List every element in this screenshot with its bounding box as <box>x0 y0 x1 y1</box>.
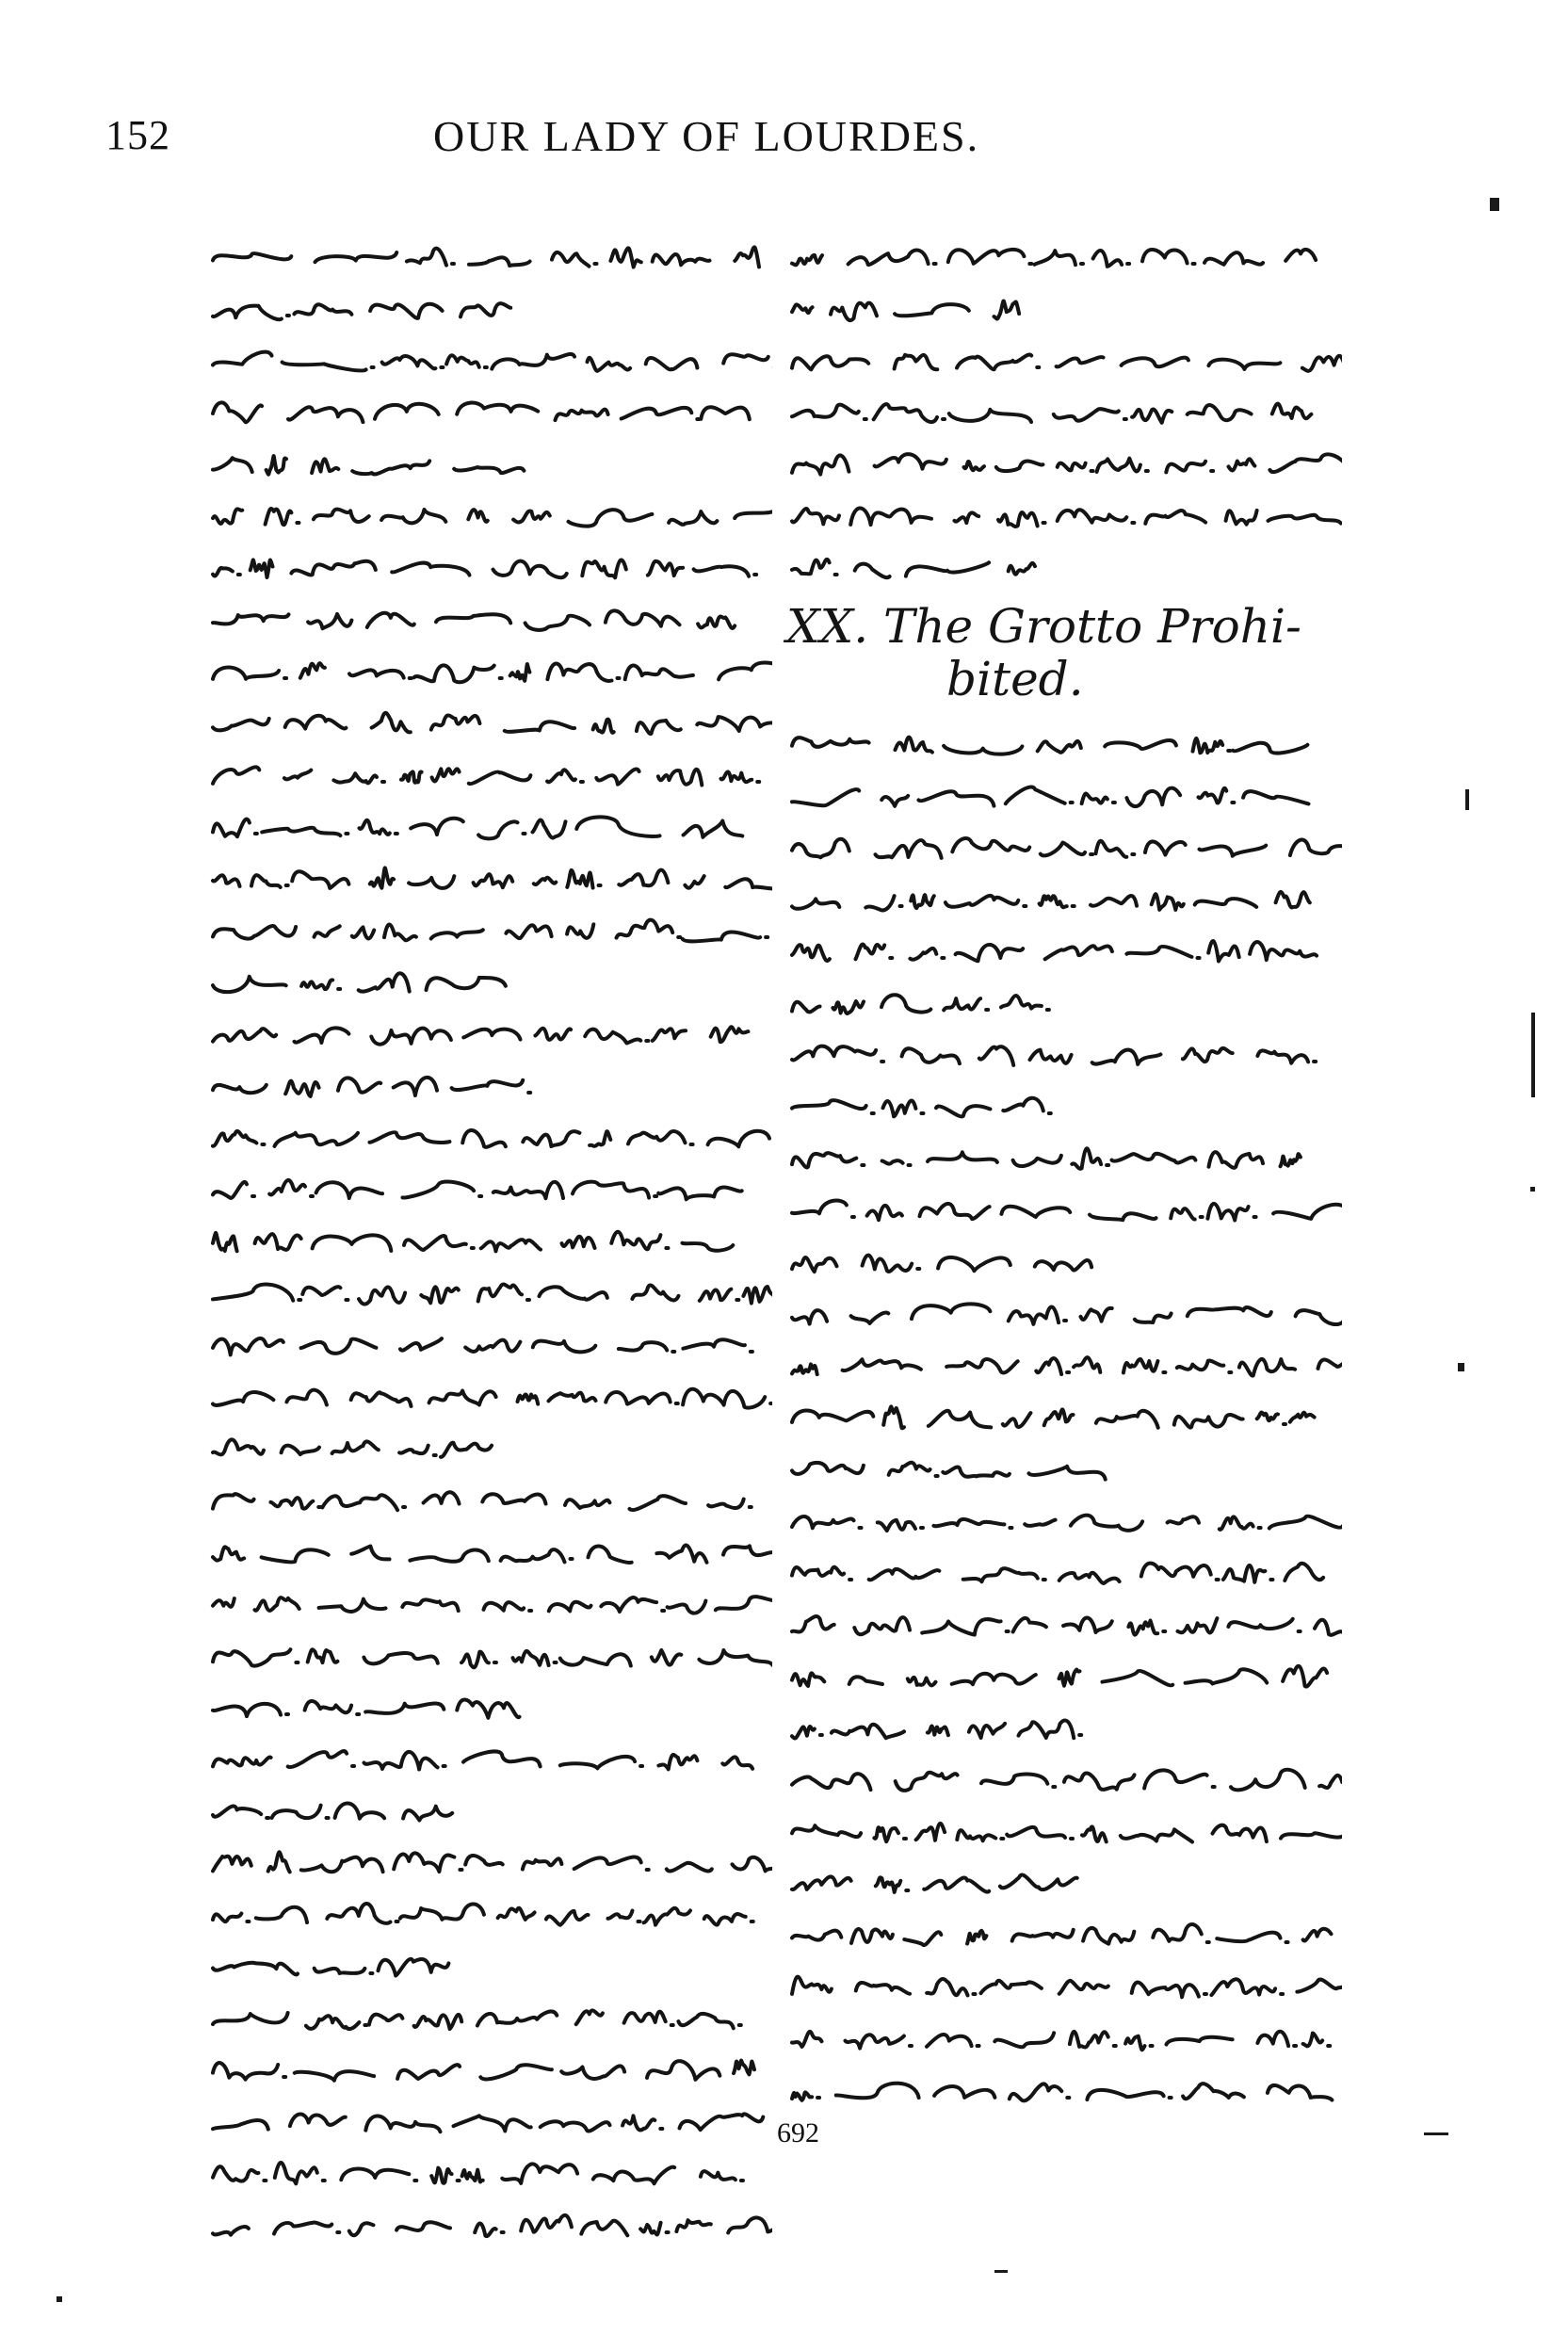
shorthand-line <box>786 826 1342 868</box>
shorthand-line <box>786 546 1342 589</box>
shorthand-line <box>786 1240 1342 1283</box>
shorthand-line <box>207 1064 772 1107</box>
shorthand-line <box>207 1531 772 1573</box>
margin-mark <box>1490 198 1499 211</box>
shorthand-line <box>786 981 1342 1024</box>
shorthand-line <box>207 339 772 381</box>
shorthand-line <box>207 1116 772 1159</box>
shorthand-line <box>786 1189 1342 1231</box>
shorthand-line <box>207 1841 772 1884</box>
shorthand-line <box>207 1427 772 1469</box>
right-column-shorthand-text <box>777 235 1342 2149</box>
shorthand-line <box>786 1292 1342 1335</box>
shorthand-line <box>786 1137 1342 1179</box>
shorthand-line <box>207 1013 772 1055</box>
shorthand-line <box>207 495 772 537</box>
shorthand-line <box>207 1220 772 1262</box>
shorthand-line <box>786 1759 1342 1801</box>
shorthand-line <box>207 909 772 951</box>
shorthand-line <box>207 235 772 278</box>
margin-mark <box>1458 1363 1464 1371</box>
page-number: 152 <box>105 112 170 158</box>
shorthand-line <box>207 1582 772 1625</box>
shorthand-line <box>207 391 772 433</box>
margin-mark <box>1530 1187 1535 1192</box>
shorthand-line <box>207 961 772 1003</box>
shorthand-line <box>207 598 772 641</box>
shorthand-line <box>207 443 772 485</box>
shorthand-line <box>786 722 1342 765</box>
shorthand-line <box>207 1945 772 1987</box>
section-heading-line-2: bited. <box>946 652 1084 706</box>
shorthand-line <box>207 1997 772 2039</box>
shorthand-line <box>786 1344 1342 1386</box>
margin-mark <box>1424 2132 1448 2135</box>
margin-mark <box>1465 789 1469 810</box>
shorthand-line <box>786 1085 1342 1127</box>
shorthand-line <box>786 1914 1342 1956</box>
shorthand-line <box>786 1396 1342 1438</box>
shorthand-line <box>207 1634 772 1677</box>
shorthand-line <box>207 1272 772 1314</box>
shorthand-line <box>786 1707 1342 1749</box>
shorthand-line <box>207 1686 772 1728</box>
shorthand-line <box>207 1168 772 1210</box>
left-column-shorthand-text <box>207 235 772 2256</box>
margin-mark <box>994 2270 1008 2273</box>
running-title: OUR LADY OF LOURDES. <box>433 112 980 160</box>
shorthand-line <box>207 857 772 900</box>
shorthand-line <box>207 650 772 692</box>
shorthand-line <box>786 495 1342 537</box>
shorthand-line <box>786 930 1342 972</box>
shorthand-line <box>207 2204 772 2246</box>
shorthand-line <box>207 754 772 796</box>
shorthand-line <box>786 1810 1342 1853</box>
shorthand-line <box>786 878 1342 920</box>
shorthand-line <box>207 546 772 589</box>
shorthand-line <box>207 2100 772 2143</box>
shorthand-line <box>207 1375 772 1418</box>
shorthand-line <box>786 1551 1342 1594</box>
shorthand-line <box>786 2018 1342 2060</box>
shorthand-line <box>786 1655 1342 1697</box>
shorthand-line <box>786 1448 1342 1490</box>
shorthand-line <box>786 443 1342 485</box>
shorthand-line <box>786 1500 1342 1542</box>
section-heading <box>786 600 1342 705</box>
shorthand-line <box>786 1603 1342 1646</box>
signature-mark: 692 <box>777 2117 819 2149</box>
shorthand-line <box>786 2069 1342 2112</box>
shorthand-line <box>786 235 1342 278</box>
shorthand-line <box>786 1033 1342 1076</box>
shorthand-line <box>207 287 772 330</box>
section-heading-line-1: XX. The Grotto Prohi- <box>786 599 1301 654</box>
shorthand-line <box>207 2049 772 2091</box>
margin-mark <box>1531 1013 1535 1097</box>
shorthand-line <box>207 805 772 848</box>
shorthand-line <box>786 391 1342 433</box>
shorthand-line <box>207 1323 772 1366</box>
shorthand-line <box>786 1966 1342 2008</box>
shorthand-line <box>786 1862 1342 1905</box>
shorthand-line <box>786 287 1342 330</box>
shorthand-line <box>786 339 1342 381</box>
shorthand-line <box>207 1738 772 1780</box>
shorthand-line <box>207 702 772 744</box>
margin-mark <box>57 2296 62 2302</box>
shorthand-line <box>207 2152 772 2195</box>
shorthand-line <box>207 1893 772 1936</box>
shorthand-line <box>207 1479 772 1521</box>
shorthand-line <box>207 1790 772 1832</box>
shorthand-line <box>786 774 1342 817</box>
